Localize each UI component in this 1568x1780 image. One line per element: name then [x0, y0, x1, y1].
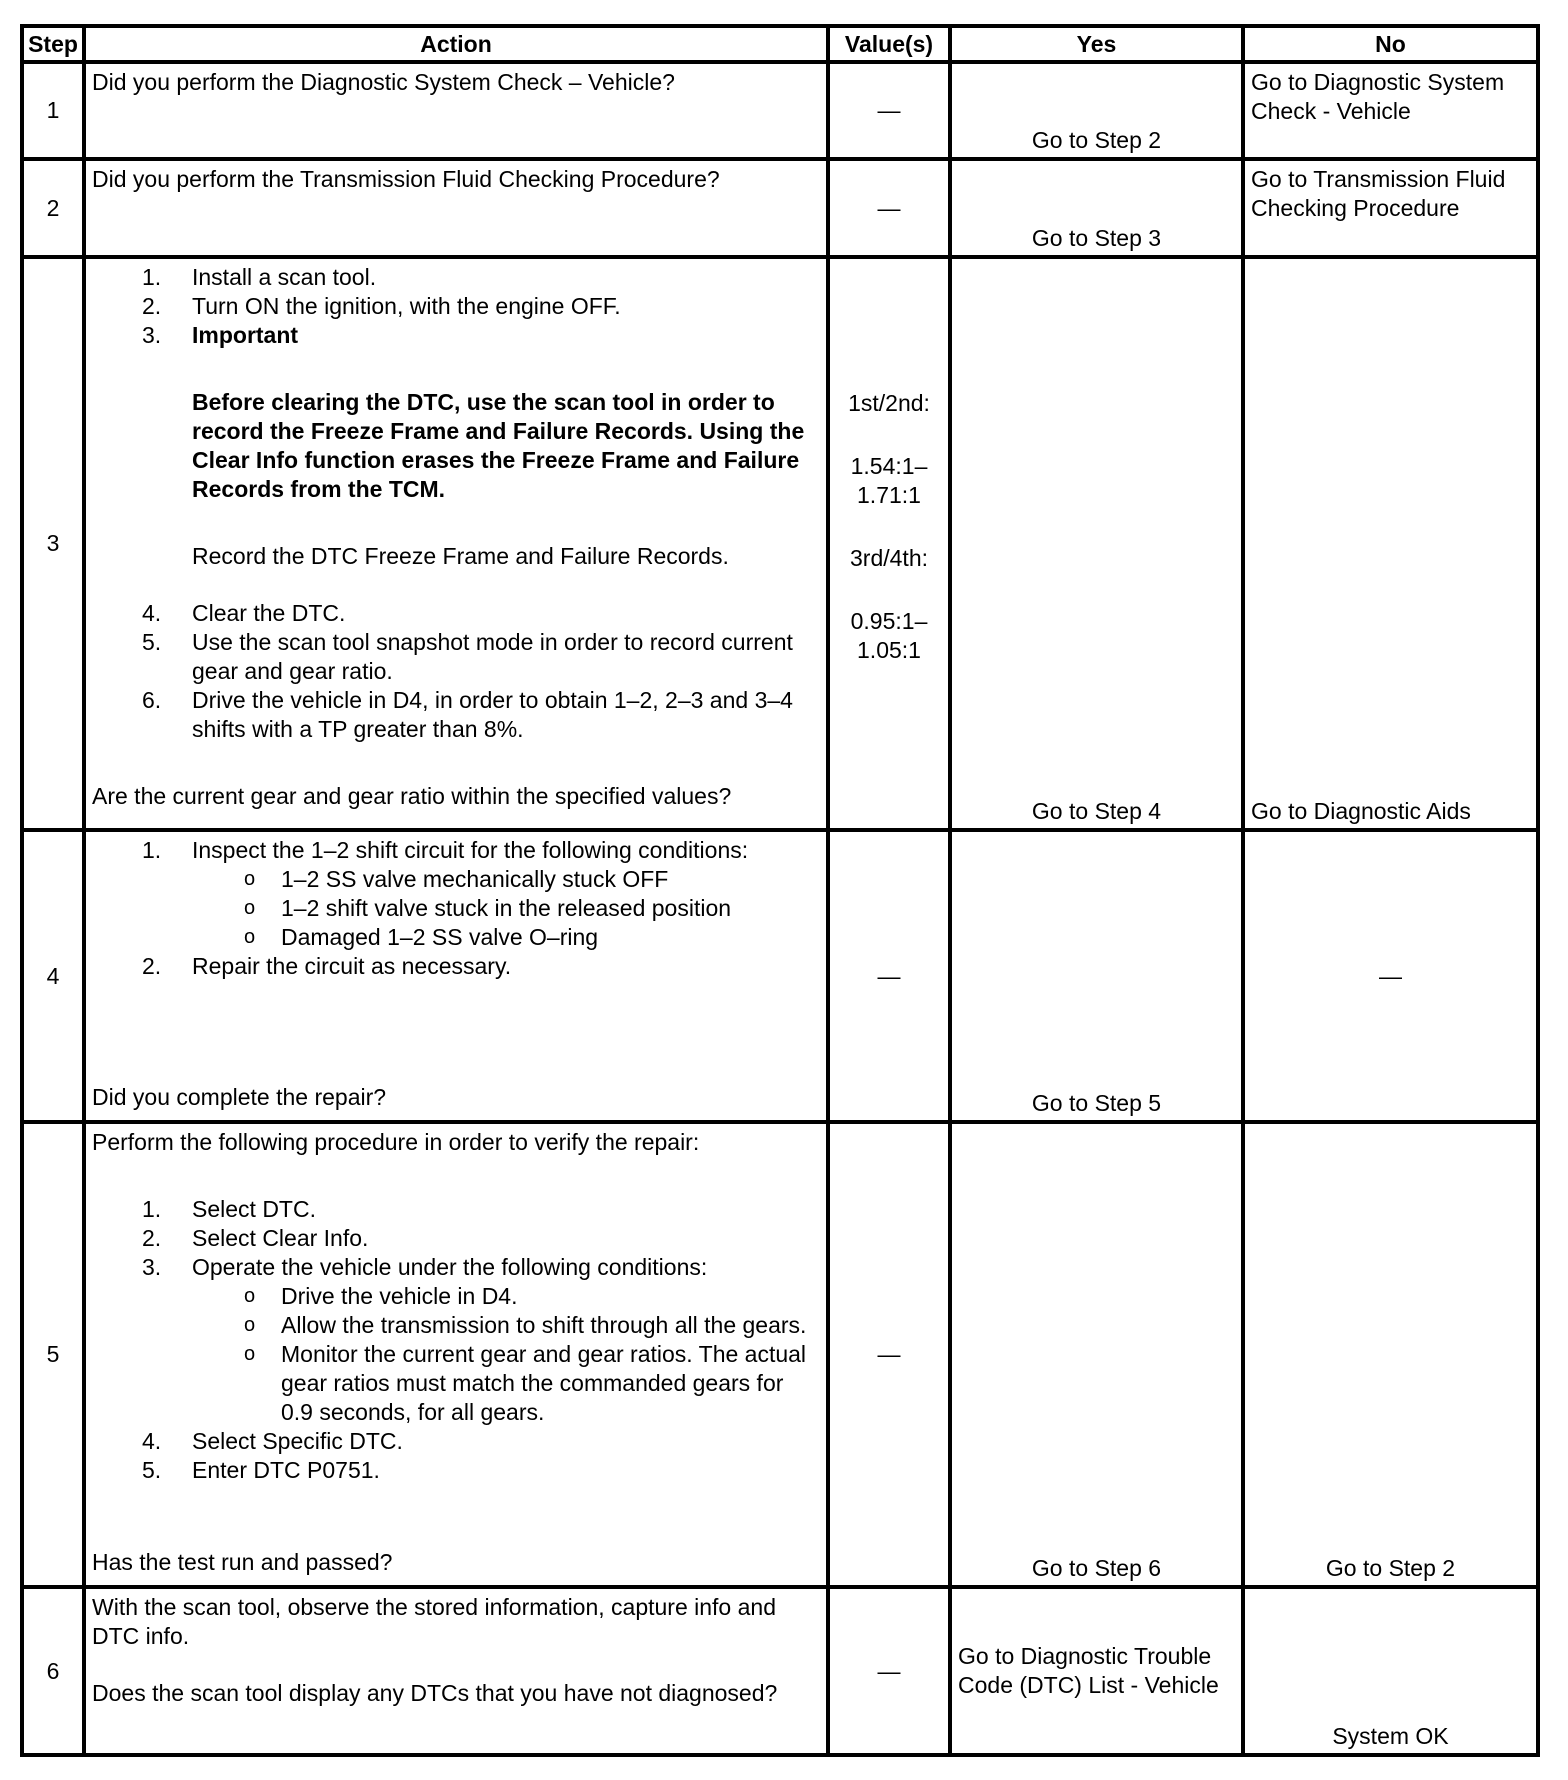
- item-number: 2.: [142, 293, 162, 319]
- table-row: [22, 830, 1538, 1122]
- yes-link[interactable]: Go to Step 3: [950, 159, 1243, 257]
- sub-item: [181, 894, 820, 923]
- list-item: [92, 952, 820, 981]
- sub-list: [192, 1282, 820, 1427]
- question-text: Does the scan tool display any DTCs that you have not diagnosed?: [92, 1680, 778, 1706]
- item-number: 2.: [142, 1225, 162, 1251]
- header-values: Value(s): [828, 26, 950, 62]
- action-cell: [84, 830, 828, 1122]
- list-item: [92, 628, 820, 686]
- value-label: 1st/2nd:: [848, 389, 930, 416]
- list-item: [92, 1427, 820, 1456]
- item-text: Turn ON the ignition, with the engine OFF.: [192, 293, 621, 319]
- list-item: [92, 599, 820, 628]
- item-number: 4.: [142, 600, 162, 626]
- action-text: Did you perform the Transmission Fluid Checking Procedure?: [84, 159, 828, 257]
- list-item: [92, 1224, 820, 1253]
- item-text: Select DTC.: [192, 1196, 316, 1222]
- item-number: 3.: [142, 1254, 162, 1280]
- list-item: [92, 292, 820, 321]
- bullet-icon: o: [244, 868, 256, 890]
- header-no: No: [1243, 26, 1538, 62]
- bullet-icon: o: [244, 926, 256, 948]
- step-number: 4: [22, 830, 84, 1122]
- step-list: [92, 1195, 820, 1485]
- value-cell: —: [828, 62, 950, 159]
- yes-link[interactable]: Go to Diagnostic Trouble Code (DTC) List - Vehicle: [950, 1587, 1243, 1755]
- item-text: Operate the vehicle under the following conditions:: [192, 1254, 708, 1280]
- yes-link[interactable]: Go to Step 6: [950, 1122, 1243, 1587]
- item-text: Clear the DTC.: [192, 600, 346, 626]
- header-row: [22, 26, 1538, 62]
- no-link[interactable]: Go to Step 2: [1243, 1122, 1538, 1587]
- no-cell: —: [1243, 830, 1538, 1122]
- header-yes: Yes: [950, 26, 1243, 62]
- value-label: 3rd/4th:: [850, 544, 928, 571]
- record-text: Record the DTC Freeze Frame and Failure Records.: [192, 543, 729, 569]
- step-number: 2: [22, 159, 84, 257]
- value-cell: —: [828, 830, 950, 1122]
- sub-item: [181, 865, 820, 894]
- diagnostic-table: [20, 24, 1540, 1757]
- list-item: [92, 1253, 820, 1427]
- sub-item-text: Damaged 1–2 SS valve O–ring: [281, 924, 599, 950]
- action-text: Did you perform the Diagnostic System Check – Vehicle?: [84, 62, 828, 159]
- table-row: [22, 1122, 1538, 1587]
- sub-item-text: Monitor the current gear and gear ratios. The actual gear ratios must match the commanded gears for 0.9 seconds, for all gears.: [281, 1341, 807, 1425]
- sub-item: [181, 1282, 820, 1311]
- item-number: 1.: [142, 1196, 162, 1222]
- item-text: Select Specific DTC.: [192, 1428, 403, 1454]
- table-row: [22, 257, 1538, 830]
- item-text: Install a scan tool.: [192, 264, 377, 290]
- action-cell: [84, 1122, 828, 1587]
- value-cell: —: [828, 159, 950, 257]
- item-number: 1.: [142, 837, 162, 863]
- sub-item-text: Drive the vehicle in D4.: [281, 1283, 518, 1309]
- value-cell: [828, 257, 950, 830]
- item-number: 5.: [142, 629, 162, 655]
- sub-item-text: Allow the transmission to shift through all the gears.: [281, 1312, 807, 1338]
- bullet-icon: o: [244, 1314, 256, 1336]
- step-number: 5: [22, 1122, 84, 1587]
- list-item: [92, 836, 820, 952]
- list-item: [92, 1195, 820, 1224]
- item-text: Use the scan tool snapshot mode in order to record current gear and gear ratio.: [192, 629, 793, 684]
- step-list: [92, 836, 820, 981]
- no-cell: System OK: [1243, 1587, 1538, 1755]
- item-number: 3.: [142, 322, 162, 348]
- sub-item: [181, 1311, 820, 1340]
- header-step: Step: [22, 26, 84, 62]
- list-item: [92, 321, 820, 599]
- important-note: Before clearing the DTC, use the scan tool in order to record the Freeze Frame and Failure Records. Using the Clear Info function erases the Freeze Frame and Failure Records from the TCM.: [192, 389, 805, 502]
- item-text: Drive the vehicle in D4, in order to obtain 1–2, 2–3 and 3–4 shifts with a TP greater than 8%.: [192, 687, 793, 742]
- yes-link[interactable]: Go to Step 4: [950, 257, 1243, 830]
- value-cell: —: [828, 1122, 950, 1587]
- item-number: 4.: [142, 1428, 162, 1454]
- step-number: 1: [22, 62, 84, 159]
- intro-text: Perform the following procedure in order to verify the repair:: [92, 1129, 700, 1155]
- item-number: 2.: [142, 953, 162, 979]
- yes-link[interactable]: Go to Step 2: [950, 62, 1243, 159]
- sub-item-text: 1–2 SS valve mechanically stuck OFF: [281, 866, 669, 892]
- item-text: Select Clear Info.: [192, 1225, 369, 1251]
- sub-list: [192, 865, 820, 952]
- table-row: [22, 159, 1538, 257]
- sub-item-text: 1–2 shift valve stuck in the released position: [281, 895, 732, 921]
- item-number: 6.: [142, 687, 162, 713]
- important-label: Important: [192, 322, 299, 348]
- item-text: Inspect the 1–2 shift circuit for the following conditions:: [192, 837, 749, 863]
- header-action: Action: [84, 26, 828, 62]
- no-link[interactable]: Go to Diagnostic Aids: [1243, 257, 1538, 830]
- question-text: Are the current gear and gear ratio within the specified values?: [92, 783, 732, 809]
- item-number: 5.: [142, 1457, 162, 1483]
- step-list: [92, 263, 820, 744]
- no-link[interactable]: Go to Diagnostic System Check - Vehicle: [1243, 62, 1538, 159]
- yes-link[interactable]: Go to Step 5: [950, 830, 1243, 1122]
- value-range: 1.54:1–1.71:1: [850, 452, 928, 508]
- item-text: Repair the circuit as necessary.: [192, 953, 512, 979]
- bullet-icon: o: [244, 1285, 256, 1307]
- step-number: 3: [22, 257, 84, 830]
- action-cell: [84, 1587, 828, 1755]
- list-item: [92, 263, 820, 292]
- table-row: [22, 1587, 1538, 1755]
- question-text: Did you complete the repair?: [92, 1084, 387, 1110]
- bullet-icon: o: [244, 897, 256, 919]
- sub-item: [181, 923, 820, 952]
- list-item: [92, 686, 820, 744]
- value-cell: —: [828, 1587, 950, 1755]
- item-text: Enter DTC P0751.: [192, 1457, 380, 1483]
- question-text: Has the test run and passed?: [92, 1549, 393, 1575]
- sub-item: [181, 1340, 820, 1427]
- table-row: [22, 62, 1538, 159]
- step-number: 6: [22, 1587, 84, 1755]
- bullet-icon: o: [244, 1343, 256, 1365]
- action-text: With the scan tool, observe the stored information, capture info and DTC info.: [92, 1594, 776, 1649]
- no-link[interactable]: Go to Transmission Fluid Checking Procedure: [1243, 159, 1538, 257]
- value-range: 0.95:1–1.05:1: [850, 607, 928, 663]
- item-number: 1.: [142, 264, 162, 290]
- list-item: [92, 1456, 820, 1485]
- action-cell: [84, 257, 828, 830]
